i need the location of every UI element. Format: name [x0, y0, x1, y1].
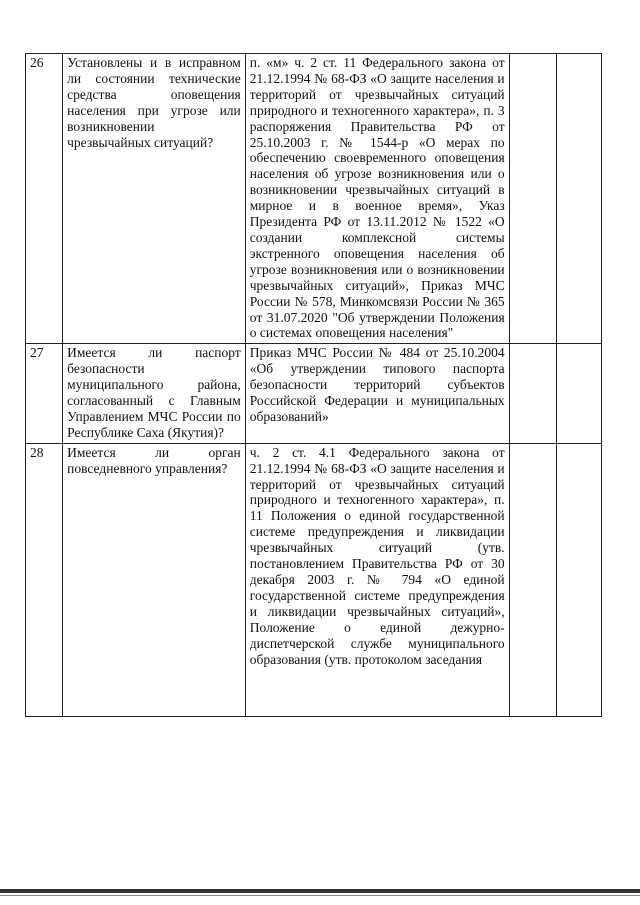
table-row	[26, 344, 602, 443]
answer-cell-no	[556, 443, 601, 716]
answer-cell-no	[556, 344, 601, 443]
table-row	[26, 443, 602, 716]
legal-reference-cell: Приказ МЧС России № 484 от 25.10.2004 «Об утверждении типового паспорта безопасности территорий субъектов Российской Федерации и муниципальных образований»	[245, 344, 509, 443]
row-number: 28	[26, 443, 63, 716]
answer-cell-yes	[509, 443, 556, 716]
scan-edge-line	[0, 895, 640, 896]
question-cell: Имеется ли орган повседневного управления?	[63, 443, 246, 716]
checklist-table	[25, 53, 602, 717]
question-cell: Установлены и в исправном ли состоянии технические средства оповещения населения при угрозе или возникновении чрезвычайных ситуаций?	[63, 54, 246, 344]
legal-reference-cell	[245, 443, 509, 716]
legal-reference-text: ч. 2 ст. 4.1 Федерального закона от 21.12.1994 № 68-ФЗ «О защите населения и территорий от чрезвычайных ситуаций природного и техногенного характера», п. 11 Положения о единой государственной системе предупреждения и ликвидации чрезвычайных ситуаций (утв. постановлением Правительства РФ от 30 декабря 2003 г. № 794 «О единой государственной системе предупреждения и ликвидации чрезвычайных ситуаций», Положение о единой дежурно-диспетчерской службе муниципального образования (утв. протоколом заседания	[249, 444, 505, 667]
legal-reference-cell: п. «м» ч. 2 ст. 11 Федерального закона от 21.12.1994 № 68-ФЗ «О защите населения и территорий от чрезвычайных ситуаций природного и техногенного характера», п. 3 распоряжения Правительства РФ от 25.10.2003 г. № 1544-р «О мерах по обеспечению своевременного оповещения населения об угрозе возникновения или о возникновении чрезвычайных ситуаций в мирное и в военное время», Указ Президента РФ от 13.11.2012 № 1522 «О создании комплексной системы экстренного оповещения населения об угрозе возникновения или о возникновении чрезвычайных ситуаций», Приказ МЧС России № 578, Минкомсвязи России № 365 от 31.07.2020 "Об утверждении Положения о системах оповещения населения"	[245, 54, 509, 344]
answer-cell-yes	[509, 344, 556, 443]
row-number: 27	[26, 344, 63, 443]
row-number: 26	[26, 54, 63, 344]
table-row	[26, 54, 602, 344]
answer-cell-yes	[509, 54, 556, 344]
answer-cell-no	[556, 54, 601, 344]
question-cell: Имеется ли паспорт безопасности муниципального района, согласованный с Главным Управлением МЧС России по Республике Саха (Якутия)?	[63, 344, 246, 443]
scan-edge-line	[0, 889, 640, 893]
